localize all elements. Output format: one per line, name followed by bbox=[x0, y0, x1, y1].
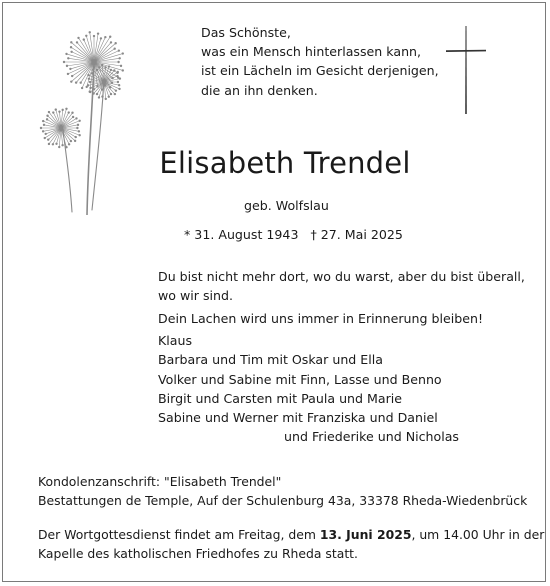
life-dates bbox=[184, 227, 403, 242]
quote-line: Das Schönste, bbox=[201, 25, 291, 40]
mourner-line: Sabine und Werner mit Franziska und Daniel bbox=[158, 410, 438, 426]
quote-line: ist ein Lächeln im Gesicht derjenigen, bbox=[201, 63, 439, 79]
service-text: Der Wortgottesdienst findet am Freitag, dem bbox=[38, 527, 320, 542]
death-date: † 27. Mai 2025 bbox=[310, 227, 403, 242]
mourner-line: Barbara und Tim mit Oskar und Ella bbox=[158, 352, 383, 368]
mourner-line: und Friederike und Nicholas bbox=[284, 429, 459, 445]
dandelion-icon bbox=[30, 20, 140, 215]
message-line: Du bist nicht mehr dort, wo du warst, aber du bist überall, bbox=[158, 269, 525, 284]
service-line bbox=[38, 525, 544, 544]
mourner-line: Volker und Sabine mit Finn, Lasse und Benno bbox=[158, 371, 442, 387]
message-line: wo wir sind. bbox=[158, 288, 234, 303]
farewell-message bbox=[158, 267, 525, 328]
service-line: Kapelle des katholischen Friedhofes zu Rheda statt. bbox=[38, 546, 358, 561]
service-date: 13. Juni 2025 bbox=[319, 527, 412, 542]
cross-icon bbox=[445, 24, 487, 116]
service-info bbox=[38, 525, 544, 563]
mourner-line: Birgit und Carsten mit Paula und Marie bbox=[158, 390, 403, 406]
memorial-quote bbox=[201, 23, 439, 100]
contact-line: Kondolenzanschrift: "Elisabeth Trendel" bbox=[38, 474, 282, 489]
quote-line: was ein Mensch hinterlassen kann, bbox=[201, 44, 422, 60]
deceased-name: Elisabeth Trendel bbox=[159, 146, 411, 180]
message-line: Dein Lachen wird uns immer in Erinnerung bleiben! bbox=[158, 311, 484, 326]
mourner-line: Klaus bbox=[158, 333, 193, 348]
condolence-address bbox=[38, 472, 527, 510]
service-text: , um 14.00 Uhr in der bbox=[411, 527, 545, 542]
contact-line: Bestattungen de Temple, Auf der Schulenburg 43a, 33378 Rheda-Wiedenbrück bbox=[38, 493, 528, 508]
maiden-name: geb. Wolfslau bbox=[244, 198, 329, 213]
birth-date: * 31. August 1943 bbox=[184, 227, 299, 242]
mourners-list bbox=[158, 331, 459, 447]
quote-line: die an ihn denken. bbox=[201, 82, 318, 98]
